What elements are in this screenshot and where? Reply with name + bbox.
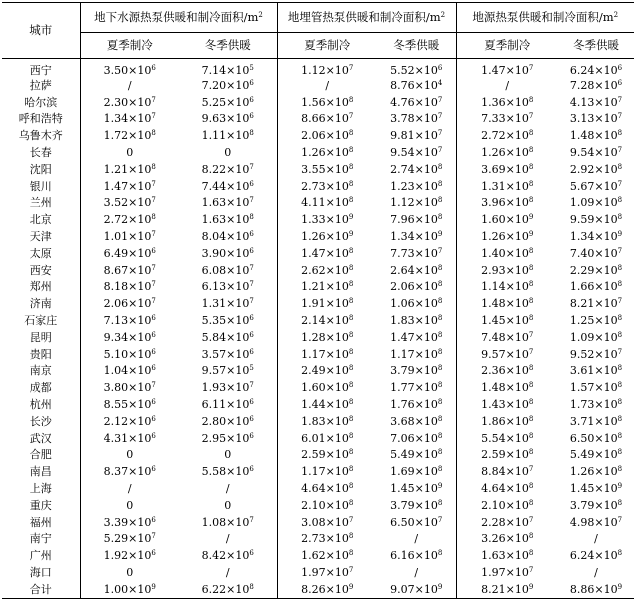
- data-table: [2, 2, 634, 599]
- value-cell: $2.62\times 10^8$: [277, 262, 377, 279]
- value-cell: $9.52\times 10^7$: [569, 347, 623, 361]
- value-cell: $1.63\times 10^7$: [201, 196, 254, 210]
- value-cell: $6.01\times 10^8$: [277, 430, 377, 447]
- value-cell: $6.08\times 10^7$: [201, 263, 254, 277]
- city-cell: 西宁: [2, 59, 80, 78]
- value-cell: $3.13\times 10^7$: [569, 112, 623, 126]
- table-row: [2, 144, 634, 161]
- city-cell: 兰州: [2, 195, 80, 212]
- value-cell: $3.57\times 10^6$: [201, 347, 254, 361]
- city-cell: 济南: [2, 295, 80, 312]
- value-cell: $2.73\times 10^8$: [277, 178, 377, 195]
- value-cell: $2.06\times 10^7$: [103, 297, 156, 311]
- value-cell: $3.78\times 10^7$: [390, 112, 443, 126]
- city-cell: 贵阳: [2, 346, 80, 363]
- table-row: [2, 547, 634, 564]
- value-cell: 0: [126, 448, 134, 462]
- value-cell: $3.26\times 10^8$: [456, 531, 558, 548]
- value-cell: /: [594, 532, 598, 546]
- value-cell: $8.67\times 10^7$: [103, 263, 156, 277]
- value-cell: $1.57\times 10^8$: [569, 381, 623, 395]
- value-cell: $3.55\times 10^8$: [277, 161, 377, 178]
- value-cell: $1.34\times 10^7$: [103, 112, 156, 126]
- value-cell: $1.17\times 10^8$: [277, 463, 377, 480]
- value-cell: $7.20\times 10^6$: [201, 78, 254, 92]
- value-cell: $1.60\times 10^8$: [277, 379, 377, 396]
- value-cell: $2.06\times 10^8$: [390, 280, 443, 294]
- value-cell: $5.49\times 10^8$: [390, 448, 443, 462]
- value-cell: $5.67\times 10^7$: [569, 179, 623, 193]
- value-cell: $2.36\times 10^8$: [456, 363, 558, 380]
- value-cell: $2.95\times 10^6$: [201, 431, 254, 445]
- value-cell: $1.04\times 10^6$: [103, 364, 156, 378]
- value-cell: $1.44\times 10^8$: [277, 396, 377, 413]
- value-cell: $8.22\times 10^7$: [201, 162, 254, 176]
- value-cell: /: [225, 532, 230, 546]
- value-cell: $3.50\times 10^6$: [103, 63, 156, 77]
- value-cell: $4.64\times 10^8$: [277, 480, 377, 497]
- value-cell: $7.14\times 10^5$: [201, 63, 254, 77]
- table-row: [2, 59, 634, 78]
- table-row: [2, 447, 634, 464]
- value-cell: $1.21\times 10^8$: [103, 162, 156, 176]
- value-cell: $1.72\times 10^8$: [103, 129, 156, 143]
- city-cell: 天津: [2, 228, 80, 245]
- value-cell: /: [127, 482, 132, 496]
- value-cell: $1.47\times 10^7$: [456, 59, 558, 78]
- city-cell: 南昌: [2, 463, 80, 480]
- value-cell: $1.56\times 10^8$: [277, 94, 377, 111]
- value-cell: $1.97\times 10^7$: [456, 564, 558, 581]
- value-cell: $7.73\times 10^7$: [390, 246, 443, 260]
- group-header-groundwater: [80, 3, 277, 33]
- value-cell: 0: [224, 146, 232, 160]
- value-cell: $1.92\times 10^6$: [103, 549, 156, 563]
- table-row: [2, 279, 634, 296]
- value-cell: $8.21\times 10^7$: [569, 297, 623, 311]
- value-cell: $1.33\times 10^9$: [277, 211, 377, 228]
- table-row: [2, 211, 634, 228]
- value-cell: 0: [224, 498, 232, 512]
- table-row: [2, 531, 634, 548]
- value-cell: 0: [224, 448, 232, 462]
- table-row: [2, 94, 634, 111]
- value-cell: $1.66\times 10^8$: [569, 280, 623, 294]
- value-cell: $3.08\times 10^7$: [277, 514, 377, 531]
- value-cell: $1.45\times 10^9$: [390, 482, 443, 496]
- city-cell: 西安: [2, 262, 80, 279]
- value-cell: $5.29\times 10^7$: [103, 532, 156, 546]
- city-cell: 银川: [2, 178, 80, 195]
- city-cell: 杭州: [2, 396, 80, 413]
- value-cell: /: [225, 566, 230, 579]
- city-cell: 昆明: [2, 329, 80, 346]
- city-cell: 成都: [2, 379, 80, 396]
- value-cell: $8.55\times 10^6$: [103, 398, 156, 412]
- value-cell: $1.73\times 10^8$: [569, 398, 623, 412]
- group-header-groundwater-unit: 2: [258, 10, 263, 19]
- value-cell: $9.07\times 10^9$: [390, 582, 443, 596]
- value-cell: $1.26\times 10^9$: [456, 228, 558, 245]
- value-cell: $6.11\times 10^6$: [201, 398, 254, 412]
- value-cell: $1.91\times 10^8$: [277, 295, 377, 312]
- value-cell: $1.45\times 10^9$: [569, 482, 623, 496]
- value-cell: $1.97\times 10^7$: [277, 564, 377, 581]
- group-header-groundwater-label: 地下水源热泵供暖和制冷面积/m: [94, 9, 259, 24]
- value-cell: $3.71\times 10^8$: [569, 414, 623, 428]
- value-cell: $6.24\times 10^8$: [569, 549, 623, 563]
- value-cell: $1.45\times 10^8$: [456, 312, 558, 329]
- value-cell: $2.59\times 10^8$: [277, 447, 377, 464]
- value-cell: $2.59\times 10^8$: [456, 447, 558, 464]
- table-row: [2, 295, 634, 312]
- value-cell: $1.43\times 10^8$: [456, 396, 558, 413]
- value-cell: $1.26\times 10^8$: [456, 144, 558, 161]
- subheader-cell: 冬季供暖: [204, 37, 251, 52]
- value-cell: $8.66\times 10^7$: [277, 111, 377, 128]
- value-cell: $2.10\times 10^8$: [277, 497, 377, 514]
- value-cell: $3.39\times 10^6$: [103, 515, 156, 529]
- table-row: [2, 127, 634, 144]
- table-row: [2, 413, 634, 430]
- value-cell: $4.64\times 10^8$: [456, 480, 558, 497]
- table-row: [2, 312, 634, 329]
- value-cell: $3.79\times 10^8$: [569, 498, 623, 512]
- value-cell: /: [594, 566, 598, 579]
- value-cell: $5.25\times 10^6$: [201, 95, 254, 109]
- value-cell: $1.26\times 10^8$: [277, 144, 377, 161]
- value-cell: $1.47\times 10^7$: [103, 179, 156, 193]
- value-cell: $6.50\times 10^8$: [569, 431, 623, 445]
- value-cell: $8.42\times 10^6$: [201, 549, 254, 563]
- table-row: [2, 581, 634, 598]
- value-cell: $1.26\times 10^9$: [277, 228, 377, 245]
- subheader-cell: 夏季制冷: [456, 33, 558, 59]
- value-cell: $1.08\times 10^7$: [201, 515, 254, 529]
- value-cell: $1.63\times 10^8$: [201, 213, 254, 227]
- group-header-row: [2, 3, 634, 33]
- table-row: [2, 329, 634, 346]
- value-cell: $4.98\times 10^7$: [569, 515, 623, 529]
- value-cell: $4.31\times 10^6$: [103, 431, 156, 445]
- value-cell: $1.09\times 10^8$: [569, 330, 623, 344]
- subheader-cell: 夏季制冷: [277, 33, 377, 59]
- value-cell: $6.24\times 10^6$: [569, 63, 623, 77]
- value-cell: /: [127, 78, 132, 92]
- value-cell: $9.63\times 10^6$: [201, 112, 254, 126]
- value-cell: $9.54\times 10^7$: [390, 146, 443, 160]
- value-cell: $1.48\times 10^8$: [456, 295, 558, 312]
- value-cell: $1.17\times 10^8$: [277, 346, 377, 363]
- city-cell: 长春: [2, 144, 80, 161]
- value-cell: $7.28\times 10^6$: [569, 78, 623, 92]
- value-cell: $1.21\times 10^8$: [277, 279, 377, 296]
- value-cell: $1.31\times 10^7$: [201, 297, 254, 311]
- value-cell: $1.09\times 10^8$: [569, 196, 623, 210]
- group-header-ground-source-label: 地源热泵供暖和制冷面积/m: [472, 9, 614, 24]
- value-cell: $2.64\times 10^8$: [390, 263, 443, 277]
- value-cell: /: [456, 77, 558, 94]
- value-cell: $8.76\times 10^4$: [390, 78, 443, 92]
- group-header-buried-pipe-unit: 2: [440, 10, 446, 19]
- table-body: [2, 59, 634, 599]
- value-cell: $8.18\times 10^7$: [103, 280, 156, 294]
- value-cell: $5.58\times 10^6$: [201, 465, 254, 479]
- value-cell: $1.31\times 10^8$: [456, 178, 558, 195]
- value-cell: $7.06\times 10^8$: [390, 431, 443, 445]
- value-cell: $1.36\times 10^8$: [456, 94, 558, 111]
- table-row: [2, 480, 634, 497]
- value-cell: $1.26\times 10^8$: [569, 465, 623, 479]
- value-cell: $7.40\times 10^7$: [569, 246, 623, 260]
- value-cell: $5.10\times 10^6$: [103, 347, 156, 361]
- city-cell: 福州: [2, 514, 80, 531]
- value-cell: $8.26\times 10^9$: [277, 581, 377, 598]
- value-cell: /: [414, 566, 419, 579]
- value-cell: $4.11\times 10^8$: [277, 195, 377, 212]
- value-cell: $9.59\times 10^8$: [569, 213, 623, 227]
- value-cell: $1.76\times 10^8$: [390, 398, 443, 412]
- value-cell: $2.72\times 10^8$: [456, 127, 558, 144]
- value-cell: /: [277, 77, 377, 94]
- value-cell: $1.12\times 10^8$: [390, 196, 443, 210]
- value-cell: $4.76\times 10^7$: [390, 95, 443, 109]
- value-cell: $1.34\times 10^9$: [390, 230, 443, 244]
- value-cell: $1.34\times 10^9$: [569, 230, 623, 244]
- value-cell: $2.80\times 10^6$: [201, 414, 254, 428]
- city-cell: 广州: [2, 547, 80, 564]
- value-cell: $1.06\times 10^8$: [390, 297, 443, 311]
- city-cell: 武汉: [2, 430, 80, 447]
- value-cell: $9.54\times 10^7$: [569, 146, 623, 160]
- value-cell: $2.93\times 10^8$: [456, 262, 558, 279]
- value-cell: $2.06\times 10^8$: [277, 127, 377, 144]
- value-cell: $6.49\times 10^6$: [103, 246, 156, 260]
- value-cell: $1.14\times 10^8$: [456, 279, 558, 296]
- table-row: [2, 262, 634, 279]
- value-cell: $2.74\times 10^8$: [390, 162, 443, 176]
- value-cell: $2.28\times 10^7$: [456, 514, 558, 531]
- value-cell: $7.33\times 10^7$: [456, 111, 558, 128]
- city-cell: 南京: [2, 363, 80, 380]
- value-cell: $7.13\times 10^6$: [103, 314, 156, 328]
- city-cell: 重庆: [2, 497, 80, 514]
- value-cell: $9.57\times 10^5$: [201, 364, 254, 378]
- table-row: [2, 463, 634, 480]
- value-cell: $1.28\times 10^8$: [277, 329, 377, 346]
- value-cell: $5.35\times 10^6$: [201, 314, 254, 328]
- value-cell: $3.90\times 10^6$: [201, 246, 254, 260]
- value-cell: $2.10\times 10^8$: [456, 497, 558, 514]
- value-cell: $3.68\times 10^8$: [390, 414, 443, 428]
- city-cell: 拉萨: [2, 77, 80, 94]
- value-cell: $1.11\times 10^8$: [201, 129, 254, 143]
- table-row: [2, 396, 634, 413]
- value-cell: $7.48\times 10^7$: [456, 329, 558, 346]
- table-row: [2, 430, 634, 447]
- table-row: [2, 497, 634, 514]
- group-header-buried-pipe: [277, 3, 456, 33]
- city-cell: 上海: [2, 480, 80, 497]
- table-row: [2, 514, 634, 531]
- value-cell: $2.12\times 10^6$: [103, 414, 156, 428]
- table-row: [2, 564, 634, 581]
- table-row: [2, 363, 634, 380]
- value-cell: $1.47\times 10^8$: [277, 245, 377, 262]
- city-cell: 长沙: [2, 413, 80, 430]
- group-header-buried-pipe-label: 地埋管热泵供暖和制冷面积/m: [287, 9, 441, 24]
- city-cell: 北京: [2, 211, 80, 228]
- city-cell: 石家庄: [2, 312, 80, 329]
- value-cell: $3.52\times 10^7$: [103, 196, 156, 210]
- value-cell: $2.29\times 10^8$: [569, 263, 623, 277]
- value-cell: $7.44\times 10^6$: [201, 179, 254, 193]
- value-cell: $1.40\times 10^8$: [456, 245, 558, 262]
- value-cell: /: [225, 482, 230, 496]
- value-cell: $1.77\times 10^8$: [390, 381, 443, 395]
- value-cell: $1.00\times 10^9$: [103, 582, 156, 596]
- value-cell: $2.73\times 10^8$: [277, 531, 377, 548]
- value-cell: $1.60\times 10^9$: [456, 211, 558, 228]
- value-cell: $1.63\times 10^8$: [456, 547, 558, 564]
- value-cell: $9.81\times 10^7$: [390, 129, 443, 143]
- value-cell: $1.23\times 10^8$: [390, 179, 443, 193]
- table-row: [2, 346, 634, 363]
- value-cell: $8.86\times 10^9$: [569, 582, 623, 596]
- city-cell: 合肥: [2, 447, 80, 464]
- value-cell: 0: [126, 146, 134, 160]
- value-cell: $6.22\times 10^8$: [201, 582, 254, 596]
- value-cell: $1.62\times 10^8$: [277, 547, 377, 564]
- subheader-cell: 夏季制冷: [106, 37, 153, 52]
- sub-header-row: [2, 33, 634, 59]
- value-cell: $1.83\times 10^8$: [277, 413, 377, 430]
- value-cell: $5.84\times 10^6$: [201, 330, 254, 344]
- value-cell: $5.49\times 10^8$: [569, 448, 623, 462]
- value-cell: $3.79\times 10^8$: [390, 498, 443, 512]
- subheader-cell: 冬季供暖: [393, 37, 440, 52]
- table-row: [2, 245, 634, 262]
- value-cell: $8.04\times 10^6$: [201, 230, 254, 244]
- value-cell: $1.48\times 10^8$: [569, 129, 623, 143]
- value-cell: $6.13\times 10^7$: [201, 280, 254, 294]
- city-cell: 沈阳: [2, 161, 80, 178]
- city-cell: 太原: [2, 245, 80, 262]
- city-cell: 海口: [2, 564, 80, 581]
- value-cell: $4.13\times 10^7$: [569, 95, 623, 109]
- group-header-ground-source: [456, 3, 634, 33]
- table-row: [2, 228, 634, 245]
- value-cell: $3.69\times 10^8$: [456, 161, 558, 178]
- value-cell: $3.61\times 10^8$: [569, 364, 623, 378]
- value-cell: 0: [126, 566, 134, 579]
- city-cell: 南宁: [2, 531, 80, 548]
- value-cell: $2.72\times 10^8$: [103, 213, 156, 227]
- value-cell: $1.25\times 10^8$: [569, 314, 623, 328]
- table-row: [2, 161, 634, 178]
- value-cell: $1.47\times 10^8$: [390, 330, 443, 344]
- value-cell: $5.54\times 10^8$: [456, 430, 558, 447]
- city-cell: 呼和浩特: [2, 111, 80, 128]
- value-cell: $1.48\times 10^8$: [456, 379, 558, 396]
- table-row: [2, 178, 634, 195]
- group-header-ground-source-unit: 2: [613, 10, 619, 19]
- city-cell: 郑州: [2, 279, 80, 296]
- value-cell: $1.17\times 10^8$: [390, 347, 443, 361]
- value-cell: $1.12\times 10^7$: [277, 59, 377, 78]
- value-cell: /: [414, 532, 419, 546]
- value-cell: $2.92\times 10^8$: [569, 162, 623, 176]
- value-cell: $1.69\times 10^8$: [390, 465, 443, 479]
- city-cell: 合计: [2, 581, 80, 598]
- value-cell: $2.30\times 10^7$: [103, 95, 156, 109]
- value-cell: $7.96\times 10^8$: [390, 213, 443, 227]
- table-row: [2, 379, 634, 396]
- value-cell: 0: [126, 498, 134, 512]
- city-cell: 乌鲁木齐: [2, 127, 80, 144]
- value-cell: $1.93\times 10^7$: [201, 381, 254, 395]
- table-row: [2, 111, 634, 128]
- value-cell: $8.84\times 10^7$: [456, 463, 558, 480]
- value-cell: $1.01\times 10^7$: [103, 230, 156, 244]
- value-cell: $5.52\times 10^6$: [390, 63, 443, 77]
- value-cell: $2.49\times 10^8$: [277, 363, 377, 380]
- value-cell: $6.16\times 10^8$: [390, 549, 443, 563]
- subheader-cell: 冬季供暖: [573, 37, 619, 52]
- value-cell: $1.83\times 10^8$: [390, 314, 443, 328]
- value-cell: $3.96\times 10^8$: [456, 195, 558, 212]
- table-row: [2, 195, 634, 212]
- city-cell: 哈尔滨: [2, 94, 80, 111]
- value-cell: $9.34\times 10^6$: [103, 330, 156, 344]
- value-cell: $1.86\times 10^8$: [456, 413, 558, 430]
- city-column-header: 城市: [2, 3, 80, 59]
- value-cell: $8.37\times 10^6$: [103, 465, 156, 479]
- value-cell: $2.14\times 10^8$: [277, 312, 377, 329]
- value-cell: $3.79\times 10^8$: [390, 364, 443, 378]
- value-cell: $6.50\times 10^7$: [390, 515, 443, 529]
- table-row: [2, 77, 634, 94]
- value-cell: $9.57\times 10^7$: [456, 346, 558, 363]
- value-cell: $3.80\times 10^7$: [103, 381, 156, 395]
- value-cell: $8.21\times 10^9$: [456, 581, 558, 598]
